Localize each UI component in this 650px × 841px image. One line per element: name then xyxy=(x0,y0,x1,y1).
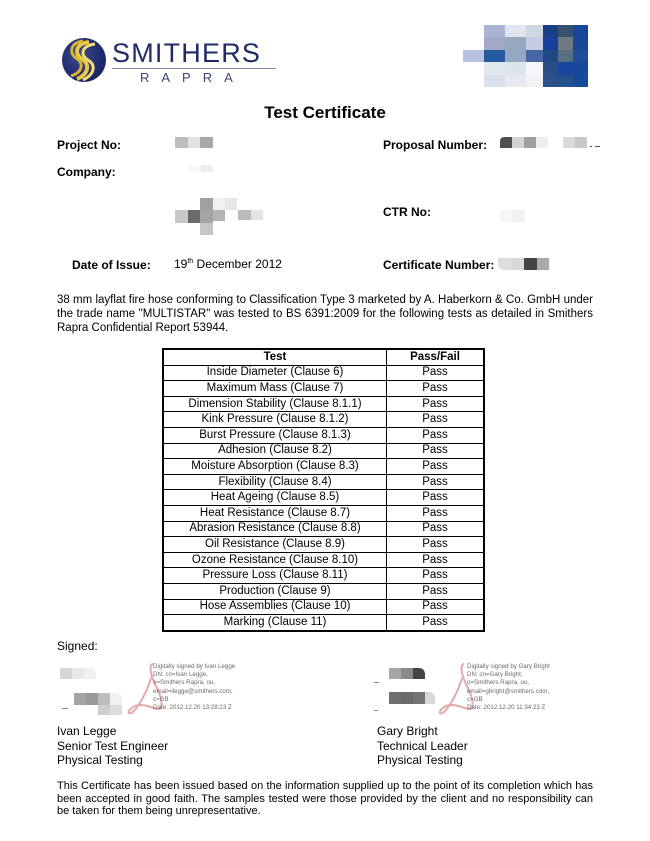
digsig-line: Digitally signed by Gary Bright xyxy=(467,663,550,670)
digsig-line: email=ilegge@smithers.com, xyxy=(153,687,233,695)
digsig-line: c=GB xyxy=(153,695,169,703)
table-row xyxy=(163,412,484,428)
date-day: 19 xyxy=(174,257,188,271)
test-name-cell: Pressure Loss (Clause 8.11) xyxy=(163,568,387,584)
signatory-department: Physical Testing xyxy=(57,753,143,767)
redacted-company xyxy=(188,165,213,172)
result-cell: Pass xyxy=(387,615,485,631)
table-row xyxy=(163,505,484,521)
table-row xyxy=(163,552,484,568)
signatory-name: Gary Bright xyxy=(377,724,438,738)
test-name-cell: Marking (Clause 11) xyxy=(163,615,387,631)
signatory-1 xyxy=(57,724,168,768)
result-cell: Pass xyxy=(387,443,485,459)
redacted-certificate-number xyxy=(498,258,550,270)
result-cell: Pass xyxy=(387,583,485,599)
signatory-role: Technical Leader xyxy=(377,738,468,753)
table-row xyxy=(163,443,484,459)
signatory-department: Physical Testing xyxy=(377,753,463,767)
result-cell: Pass xyxy=(387,599,485,615)
test-name-cell: Ozone Resistance (Clause 8.10) xyxy=(163,552,387,568)
signatory-role: Senior Test Engineer xyxy=(57,738,169,753)
table-row xyxy=(163,537,484,553)
table-row xyxy=(163,521,484,537)
table-row xyxy=(163,474,484,490)
redacted-proposal-number xyxy=(500,137,606,148)
table-row xyxy=(163,365,484,381)
redacted-company-address xyxy=(175,198,263,236)
signatory-2 xyxy=(377,724,468,768)
test-name-cell: Oil Resistance (Clause 8.9) xyxy=(163,537,387,553)
result-cell: Pass xyxy=(387,474,485,490)
table-row xyxy=(163,427,484,443)
digsig-line: c=GB xyxy=(467,695,483,703)
column-header-pass-fail: Pass/Fail xyxy=(387,349,485,365)
date-month-year: December 2012 xyxy=(193,257,282,271)
result-cell: Pass xyxy=(387,396,485,412)
digital-signature-text-1 xyxy=(153,663,235,712)
result-cell: Pass xyxy=(387,490,485,506)
test-name-cell: Kink Pressure (Clause 8.1.2) xyxy=(163,412,387,428)
date-of-issue-value xyxy=(174,257,282,271)
table-header-row xyxy=(163,349,484,365)
test-name-cell: Heat Resistance (Clause 8.7) xyxy=(163,505,387,521)
result-cell: Pass xyxy=(387,537,485,553)
signed-label: Signed: xyxy=(57,639,98,653)
test-name-cell: Dimension Stability (Clause 8.1.1) xyxy=(163,396,387,412)
digsig-line: Date: 2012.12.20 13:28:23 Z xyxy=(153,704,232,712)
result-cell: Pass xyxy=(387,381,485,397)
digsig-line: email=gbright@smithers.com, xyxy=(467,687,550,695)
digsig-line: Digitally signed by Ivan Legge xyxy=(153,663,236,670)
redacted-project-no xyxy=(175,137,213,148)
redacted-ctr-no xyxy=(500,210,525,222)
logo-emblem-icon xyxy=(62,38,106,82)
digsig-line: o=Smithers Rapra, ou, xyxy=(467,679,530,687)
company-label: Company: xyxy=(57,165,116,179)
test-name-cell: Hose Assemblies (Clause 10) xyxy=(163,599,387,615)
result-cell: Pass xyxy=(387,459,485,475)
table-row xyxy=(163,583,484,599)
test-name-cell: Moisture Absorption (Clause 8.3) xyxy=(163,459,387,475)
test-name-cell: Heat Ageing (Clause 8.5) xyxy=(163,490,387,506)
page-title: Test Certificate xyxy=(264,103,386,122)
test-name-cell: Burst Pressure (Clause 8.1.3) xyxy=(163,427,387,443)
logo-divider xyxy=(112,68,276,69)
table-row xyxy=(163,490,484,506)
table-row xyxy=(163,381,484,397)
signatory-name: Ivan Legge xyxy=(57,724,117,738)
result-cell: Pass xyxy=(387,427,485,443)
digital-signature-text-2 xyxy=(467,663,550,712)
disclaimer-paragraph: This Certificate has been issued based on the information supplied up to the point of its completion which has been accepted in good faith. The samples tested were those provided by the client and no responsibility can be taken for them being unrepresentative. xyxy=(57,780,593,817)
project-no-label: Project No: xyxy=(57,138,122,152)
digsig-line: DN: cn=Gary Bright, xyxy=(467,671,523,679)
result-cell: Pass xyxy=(387,365,485,381)
intro-paragraph: 38 mm layflat fire hose conforming to Classification Type 3 marketed by A. Haberkorn & Co. GmbH under the trade name "MULTISTAR" was tested to BS 6391:2009 for the following tests as detailed in Smithers Rapra Confidential Report 53944. xyxy=(57,294,593,334)
redacted-image-part xyxy=(543,25,588,87)
logo-subtitle: RAPRA xyxy=(140,70,245,85)
result-cell: Pass xyxy=(387,552,485,568)
digsig-line: Date: 2012.12.20 11:34:23 Z xyxy=(467,704,546,712)
date-suffix: th xyxy=(187,258,194,265)
proposal-number-label: Proposal Number: xyxy=(383,138,488,152)
test-name-cell: Adhesion (Clause 8.2) xyxy=(163,443,387,459)
test-name-cell: Maximum Mass (Clause 7) xyxy=(163,381,387,397)
table-row xyxy=(163,459,484,475)
date-of-issue-label: Date of Issue: xyxy=(72,258,151,272)
test-name-cell: Abrasion Resistance (Clause 8.8) xyxy=(163,521,387,537)
result-cell: Pass xyxy=(387,505,485,521)
test-name-cell: Inside Diameter (Clause 6) xyxy=(163,365,387,381)
test-name-cell: Flexibility (Clause 8.4) xyxy=(163,474,387,490)
result-cell: Pass xyxy=(387,568,485,584)
table-row xyxy=(163,615,484,631)
smithers-rapra-logo xyxy=(60,36,278,88)
ctr-no-label: CTR No: xyxy=(383,205,431,219)
logo-wordmark: SMITHERS xyxy=(112,38,262,68)
result-cell: Pass xyxy=(387,521,485,537)
test-results-table xyxy=(162,348,485,632)
column-header-test: Test xyxy=(163,349,387,365)
certificate-number-label: Certificate Number: xyxy=(383,258,495,272)
digsig-line: o=Smithers Rapra, ou, xyxy=(153,679,216,687)
table-row xyxy=(163,568,484,584)
table-row xyxy=(163,396,484,412)
table-row xyxy=(163,599,484,615)
test-name-cell: Production (Clause 9) xyxy=(163,583,387,599)
redacted-signature-2 xyxy=(372,664,442,719)
digsig-line: DN: cn=Ivan Legge, xyxy=(153,671,208,679)
result-cell: Pass xyxy=(387,412,485,428)
